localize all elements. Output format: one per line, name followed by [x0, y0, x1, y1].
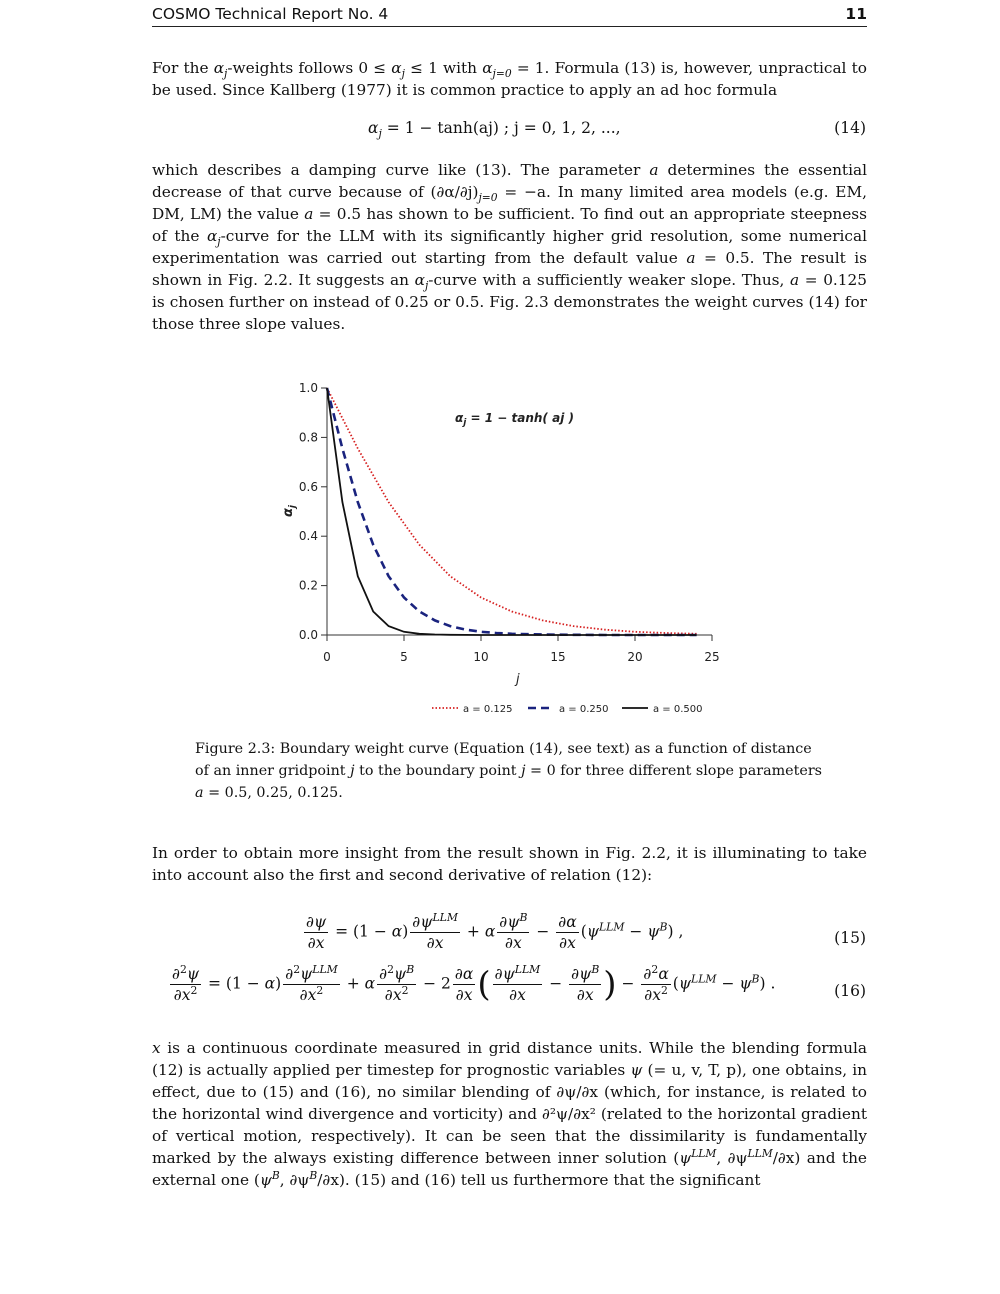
legend-label-0: a = 0.125 [463, 704, 513, 715]
y-tick-label: 1.0 [298, 381, 318, 395]
x-tick-label: 15 [550, 650, 566, 664]
y-tick-label: 0.6 [298, 479, 318, 494]
series-line-2 [327, 388, 697, 635]
x-tick-label: 20 [627, 650, 643, 664]
equation-15-number: (15) [834, 929, 866, 947]
legend-label-1: a = 0.250 [559, 704, 609, 715]
chart-title: $\alpha_j = 1 - \tanh$( aj ) [455, 411, 574, 428]
x-tick-label: 10 [473, 650, 489, 664]
chart-series [327, 388, 697, 635]
paragraph-blending: x is a continuous coordinate measured in grid distance units. While the blending formula (12) is actually applied per timestep for prognostic variables ψ (= u, v, T, p), one obtains, in effect, due to (15) and (16), no similar blending of ∂ψ/∂x (which, for instance, is related to the horizontal wind divergence and vorticity) and ∂²ψ/∂x² (related to the horizontal gradient of vertical motion, respectively). It can be seen that the dissimilarity is fundamentally marked by the always existing difference between inner solution ($\psi^{LLM}$, $\partial\psi^{LLM}/\partial x$) and the external one ($\psi^B$, $\partial\psi^B/\partial x$). (15) and (16) tell us furthermore that the significant [152, 1039, 867, 1189]
equation-14: $\alpha_j = 1 - \tanh(aj)$ ; j = 0, 1, 2, ..., [368, 119, 621, 141]
x-tick-label: 5 [400, 650, 408, 664]
paragraph-derivatives: In order to obtain more insight from the result shown in Fig. 2.2, it is illuminating to take into account also the first and second derivative of relation (12): [152, 844, 867, 884]
equation-14-number: (14) [834, 119, 866, 137]
y-tick-label: 0.2 [298, 578, 318, 593]
equation-16: $\frac{\partial^2\psi}{\partial x^2}$ = (1 − α) $\frac{\partial^2\psi^{LLM}}{\partial x^2}$ + α $\frac{\partial^2\psi^B}{\partial x^2}$ − 2 $\frac{\partial\alpha}{\partial x}$ ( $\frac{\partial\psi^{LLM}}{\partial x}$ − $\frac{\partial\psi^B}{\partial x}$ ) − $\frac{\partial^2\alpha}{\partial x^2}$ $(\psi^{LLM} - \psi^B)$ . [172, 962, 776, 1005]
running-header [152, 4, 867, 27]
figure-caption: Figure 2.3: Boundary weight curve (Equation (14), see text) as a function of distance of an inner gridpoint j to the boundary point j = 0 for three different slope parameters a = 0.5, 0.25, 0.125. [195, 741, 822, 801]
y-tick-label: 0.0 [298, 628, 318, 642]
equation-15: $\frac{\partial\psi}{\partial x}$ = (1 − α) $\frac{\partial\psi^{LLM}}{\partial x}$ + α $\frac{\partial\psi^B}{\partial x}$ − $\frac{\partial\alpha}{\partial x}$ $(\psi^{LLM} - \psi^B)$ , [306, 910, 684, 952]
x-tick-label: 25 [704, 650, 720, 664]
y-tick-label: 0.8 [298, 430, 318, 445]
weight-curve-chart [270, 372, 730, 718]
x-axis-label: j [516, 672, 520, 687]
report-title: COSMO Technical Report No. 4 [152, 5, 389, 23]
page-number: 11 [845, 5, 867, 23]
chart-legend [432, 704, 703, 715]
equation-16-number: (16) [834, 982, 866, 1000]
y-tick-label: 0.4 [298, 529, 318, 544]
x-tick-label: 0 [323, 650, 331, 664]
y-axis-label: $\alpha_j$ [281, 504, 298, 517]
paragraph-intro: For the $\alpha_j$-weights follows $0 \le \alpha_j \le 1$ with $\alpha_{j=0} = 1$. Formula (13) is, however, unpractical to be used. Since Kallberg (1977) it is common practice to apply an ad hoc formula [152, 59, 867, 99]
series-line-1 [327, 388, 697, 635]
legend-label-2: a = 0.500 [653, 704, 703, 715]
paragraph-damping: which describes a damping curve like (13). The parameter a determines the essential decrease of that curve because of $(\partial\alpha/\partial j)_{j=0} = -a$. In many limited area models (e.g. EM, DM, LM) the value a = 0.5 has shown to be sufficient. To find out an appropriate steepness of the $\alpha_j$-curve for the LLM with its significantly higher grid resolution, some numerical experimentation was carried out starting from the default value a = 0.5. The result is shown in Fig. 2.2. It suggests an $\alpha_j$-curve with a sufficiently weaker slope. Thus, a = 0.125 is chosen further on instead of 0.25 or 0.5. Fig. 2.3 demonstrates the weight curves (14) for those three slope values. [152, 161, 868, 333]
